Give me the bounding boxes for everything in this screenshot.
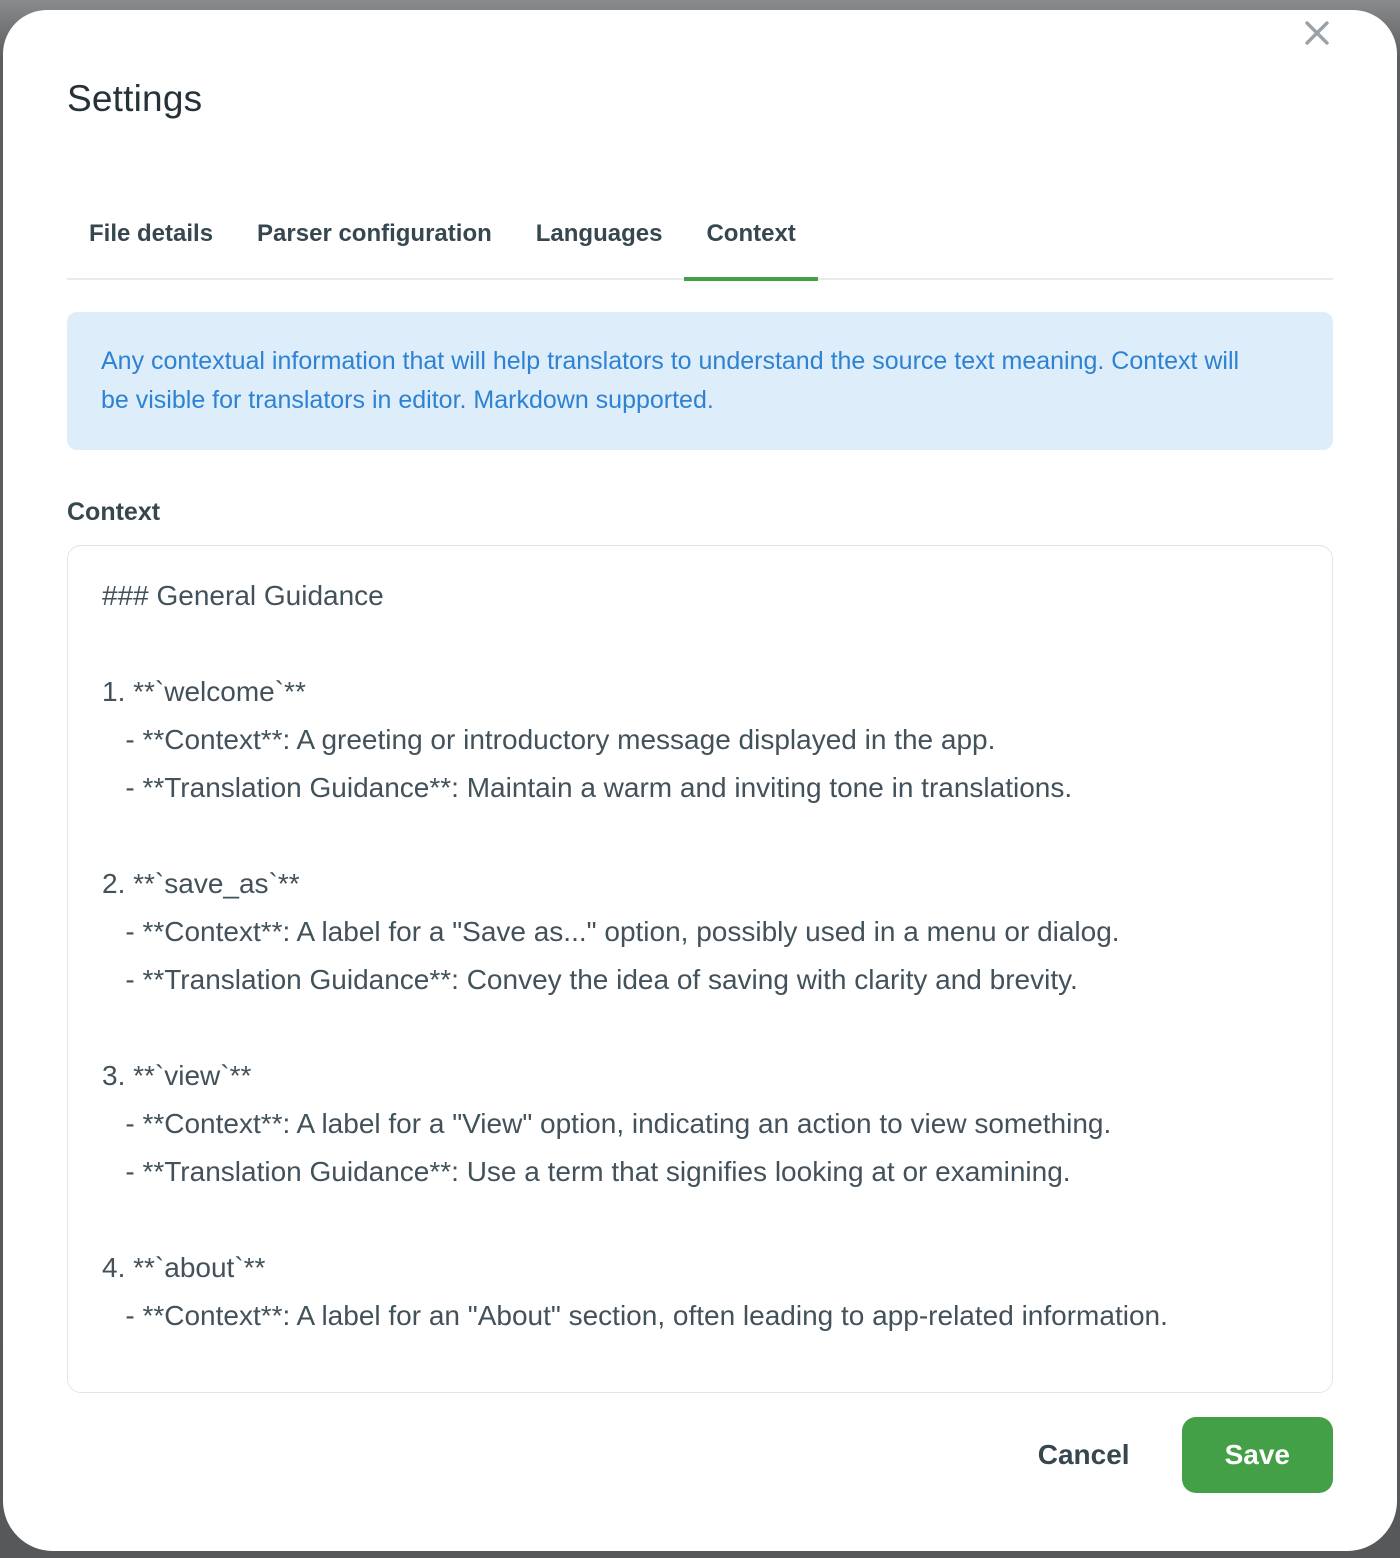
close-icon bbox=[1301, 17, 1333, 52]
info-banner-text: Any contextual information that will help translators to understand the source text meaning. Context will be visible for translators in editor. Markdown supported. bbox=[101, 347, 1240, 414]
page-title: Settings bbox=[67, 78, 203, 119]
info-banner bbox=[67, 312, 1333, 450]
close-button[interactable] bbox=[1295, 12, 1339, 56]
save-button[interactable]: Save bbox=[1182, 1417, 1333, 1493]
modal-footer bbox=[1012, 1417, 1333, 1493]
tab-parser-configuration[interactable]: Parser configuration bbox=[257, 220, 492, 247]
cancel-button[interactable]: Cancel bbox=[1012, 1417, 1156, 1493]
tab-bar bbox=[67, 220, 1333, 280]
tab-context[interactable]: Context bbox=[684, 220, 817, 278]
settings-modal bbox=[3, 10, 1397, 1551]
context-label: Context bbox=[67, 498, 161, 526]
tab-file-details[interactable]: File details bbox=[89, 220, 214, 247]
context-textarea[interactable] bbox=[67, 545, 1333, 1393]
modal-header bbox=[67, 10, 1333, 120]
tab-languages[interactable]: Languages bbox=[535, 220, 663, 247]
